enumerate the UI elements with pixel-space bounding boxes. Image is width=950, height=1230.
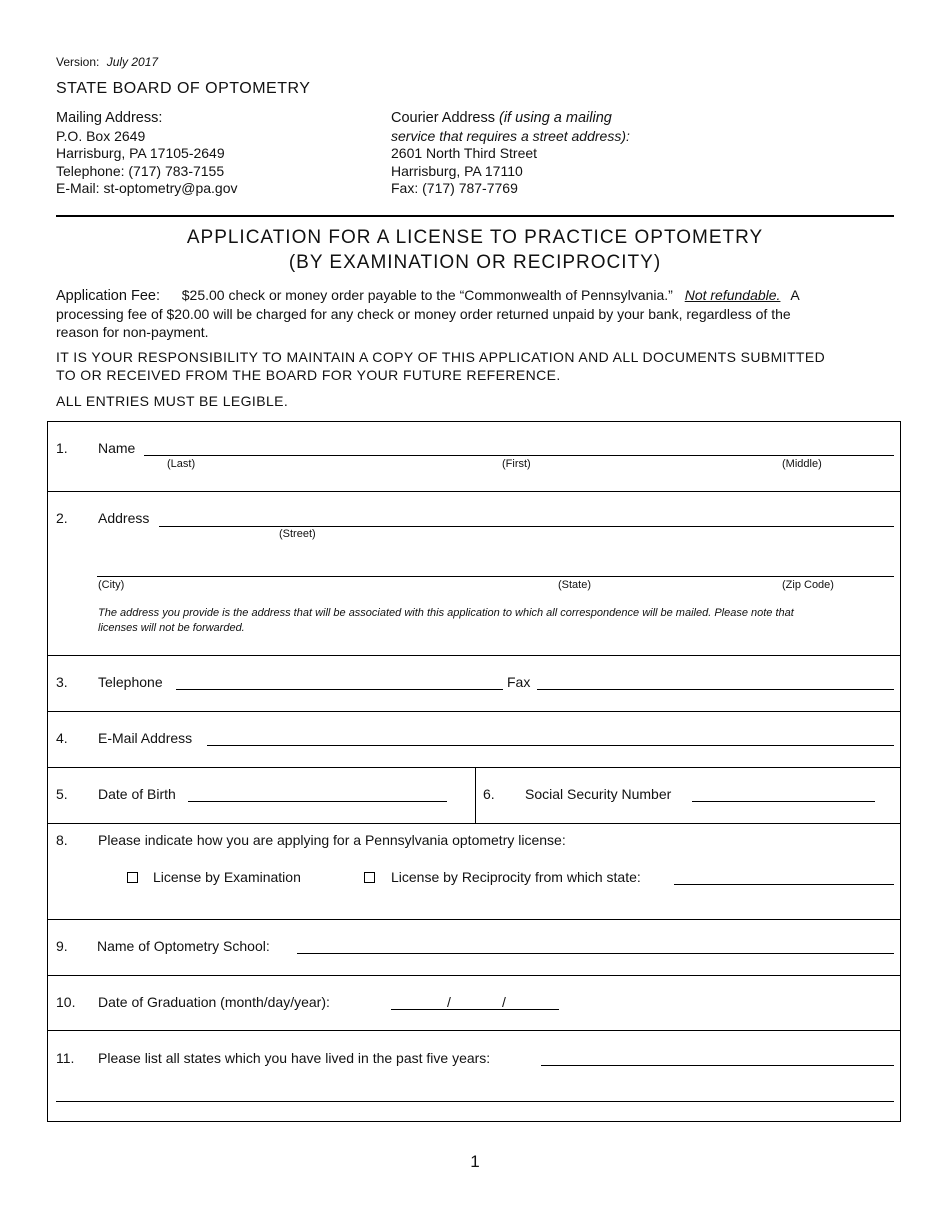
middle-name-caption: (Middle) xyxy=(782,458,822,470)
fax-input[interactable] xyxy=(537,689,894,690)
row-divider xyxy=(48,919,900,920)
license-type-label: Please indicate how you are applying for a Pennsylvania optometry license: xyxy=(98,832,566,848)
reciprocity-checkbox[interactable] xyxy=(364,872,375,883)
exam-option-label: License by Examination xyxy=(153,869,301,885)
email-label: E-Mail Address xyxy=(98,730,193,746)
column-divider xyxy=(475,768,476,823)
q11-number: 11. xyxy=(56,1050,75,1066)
form-subtitle: (BY EXAMINATION OR RECIPROCITY) xyxy=(288,252,662,273)
courier-note: (if using a mailing xyxy=(499,110,612,126)
q8-number: 8. xyxy=(56,832,68,848)
reciprocity-state-input[interactable] xyxy=(674,884,894,885)
address-note-line: licenses will not be forwarded. xyxy=(98,622,245,634)
first-name-caption: (First) xyxy=(502,458,531,470)
q2-number: 2. xyxy=(56,510,68,526)
row-divider xyxy=(48,491,900,492)
street-input[interactable] xyxy=(159,526,894,527)
email-input[interactable] xyxy=(207,745,894,746)
ssn-label: Social Security Number xyxy=(525,786,672,802)
exam-checkbox[interactable] xyxy=(127,872,138,883)
mailing-line: Telephone: (717) 783-7155 xyxy=(56,162,225,179)
legible-notice: ALL ENTRIES MUST BE LEGIBLE. xyxy=(56,393,289,409)
courier-line: 2601 North Third Street xyxy=(391,145,538,161)
mailing-line: P.O. Box 2649 xyxy=(56,127,146,144)
address-label: Address xyxy=(98,510,150,526)
fee-text: A xyxy=(790,287,800,303)
row-divider xyxy=(48,823,900,824)
city-caption: (City) xyxy=(98,579,125,591)
q3-number: 3. xyxy=(56,674,68,690)
header-divider xyxy=(56,215,894,217)
fee-text: processing fee of $20.00 will be charged for any check or money order returned unpaid by your bank, regardless of the xyxy=(56,306,791,322)
courier-line: Fax: (717) 787-7769 xyxy=(391,180,518,196)
responsibility-line: TO OR RECEIVED FROM THE BOARD FOR YOUR FUTURE REFERENCE. xyxy=(56,367,561,383)
states-label: Please list all states which you have lived in the past five years: xyxy=(98,1050,491,1066)
ssn-input[interactable] xyxy=(692,801,875,802)
street-caption: (Street) xyxy=(279,528,316,540)
date-separator: / xyxy=(502,994,506,1010)
states-input-continued[interactable] xyxy=(56,1101,894,1102)
date-separator: / xyxy=(447,994,451,1010)
name-input[interactable] xyxy=(144,455,894,456)
mailing-heading: Mailing Address: xyxy=(56,110,163,126)
row-divider xyxy=(48,1030,900,1031)
city-state-zip-input[interactable] xyxy=(97,576,894,577)
mailing-line: E-Mail: st-optometry@pa.gov xyxy=(56,180,238,196)
q6-number: 6. xyxy=(483,786,495,802)
dob-input[interactable] xyxy=(188,801,447,802)
fax-label: Fax xyxy=(507,674,531,690)
row-divider xyxy=(48,655,900,656)
telephone-input[interactable] xyxy=(176,689,503,690)
courier-address xyxy=(391,110,630,198)
page-number: 1 xyxy=(470,1152,480,1171)
dob-label: Date of Birth xyxy=(98,786,176,802)
graduation-label: Date of Graduation (month/day/year): xyxy=(98,994,330,1010)
row-divider xyxy=(48,767,900,768)
not-refundable: Not refundable. xyxy=(684,287,781,303)
reciprocity-option-label: License by Reciprocity from which state: xyxy=(391,869,641,885)
states-input[interactable] xyxy=(541,1065,894,1066)
courier-heading: Courier Address xyxy=(391,110,495,126)
q9-number: 9. xyxy=(56,938,68,954)
last-name-caption: (Last) xyxy=(167,458,196,470)
school-label: Name of Optometry School: xyxy=(97,938,270,954)
version-label: Version: xyxy=(56,55,100,69)
form-title: APPLICATION FOR A LICENSE TO PRACTICE OPTOMETRY xyxy=(186,227,764,248)
version-value: July 2017 xyxy=(106,55,159,69)
row-divider xyxy=(48,711,900,712)
telephone-label: Telephone xyxy=(98,674,163,690)
courier-heading-row xyxy=(391,110,630,128)
version-line xyxy=(56,55,158,69)
fee-label: Application Fee: xyxy=(56,288,160,304)
fee-text: $25.00 check or money order payable to the “Commonwealth of Pennsylvania.” xyxy=(181,287,673,303)
responsibility-notice xyxy=(56,348,825,384)
q10-number: 10. xyxy=(56,994,76,1010)
school-input[interactable] xyxy=(297,953,894,954)
q4-number: 4. xyxy=(56,730,68,746)
state-caption: (State) xyxy=(558,579,592,591)
q1-number: 1. xyxy=(56,440,68,456)
zip-caption: (Zip Code) xyxy=(782,579,834,591)
address-note-line: The address you provide is the address that will be associated with this application to which all correspondence will be mailed. Please note that xyxy=(98,607,794,619)
fee-paragraph xyxy=(56,286,896,341)
address-note xyxy=(98,606,794,636)
q5-number: 5. xyxy=(56,786,68,802)
courier-note: service that requires a street address): xyxy=(391,127,630,144)
courier-line: Harrisburg, PA 17110 xyxy=(391,162,523,179)
mailing-address xyxy=(56,110,238,198)
responsibility-line: IT IS YOUR RESPONSIBILITY TO MAINTAIN A COPY OF THIS APPLICATION AND ALL DOCUMENTS SUBMITTED xyxy=(56,349,826,365)
fee-text: reason for non-payment. xyxy=(56,324,209,340)
mailing-line: Harrisburg, PA 17105-2649 xyxy=(56,145,225,161)
board-name: STATE BOARD OF OPTOMETRY xyxy=(56,80,311,97)
name-label: Name xyxy=(98,440,136,456)
graduation-date-input[interactable] xyxy=(391,1009,559,1010)
row-divider xyxy=(48,975,900,976)
